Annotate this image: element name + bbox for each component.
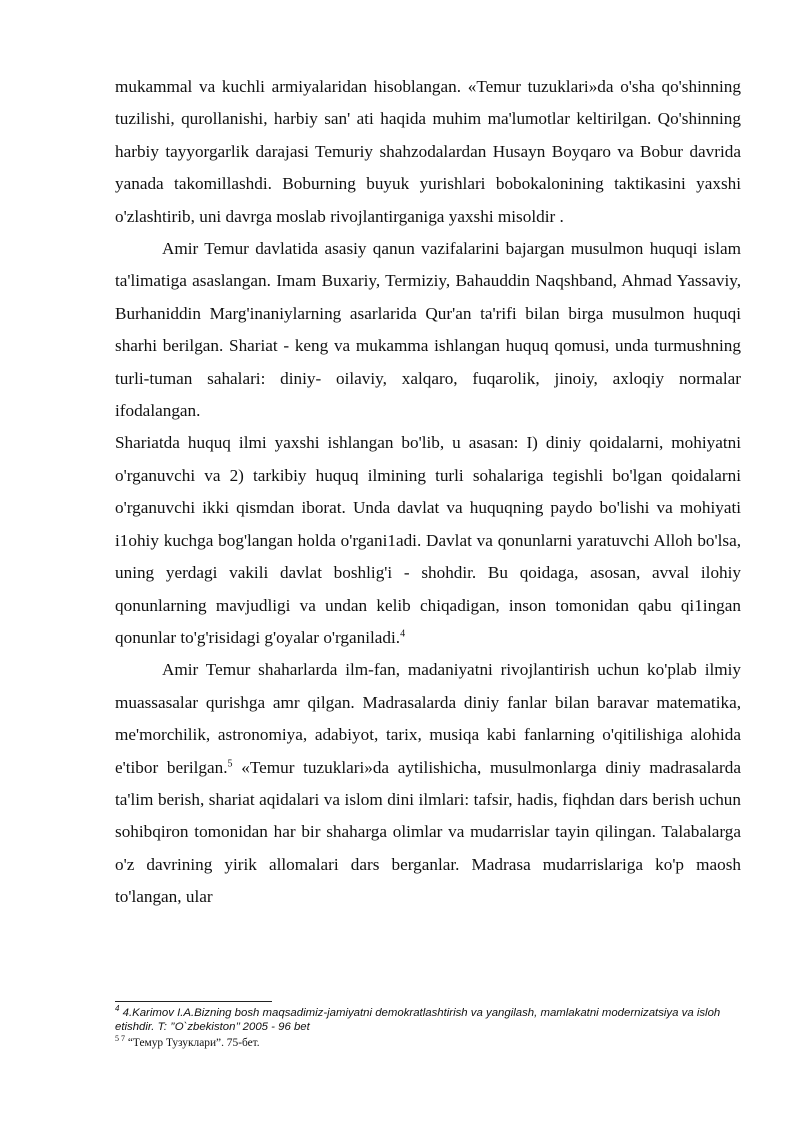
paragraph-2-continued [115, 427, 741, 654]
footnote-5-text: “Темур Тузуклари”. 75-бет. [127, 1037, 260, 1049]
paragraph-3-text: Amir Temur shaharlarda ilm-fan, madaniyatni rivojlantirish uchun ko'plab ilmiy muassasalar qurishga amr qilgan. Madrasalarda diniy fanlar bilan baravar matematika, me'morchilik, astronomiya, adabiyot, tarix, musiqa kabi fanlarning o'qitilishiga alohida e'tibor berilgan. [115, 660, 741, 777]
footnote-ref-5[interactable]: 5 [227, 757, 233, 769]
paragraph-3-text-after: «Temur tuzuklari»da aytilishicha, musulmonlarga diniy madrasalarda ta'lim berish, shariat aqidalari va islom dini ilmlari: tafsir, hadis, fiqhdan dars berish uchun sohibqiron tomonidan har bir shaharga olimlar va mudarrislar tayin qilingan. Talabalarga o'z davrining yirik allomalari dars berganlar. Madrasa mudarrislariga ko'p maosh to'langan, ular [115, 757, 741, 907]
footnote-4-mark: 4 [115, 1004, 120, 1014]
body-text [115, 71, 741, 914]
footnote-4-text: 4.Karimov I.A.Bizning bosh maqsadimiz-jamiyatni demokratlashtirish va yangilash, mamlakatni modernizatsiya va isloh etishdir. T: ’’O`zbekiston’’ 2005 - 96 bet [115, 1007, 721, 1033]
footnote-5 [115, 1036, 745, 1050]
footnote-5-mark: 5 7 [115, 1034, 125, 1044]
footnote-ref-4[interactable]: 4 [400, 628, 406, 640]
paragraph-2b-text: Shariatda huquq ilmi yaxshi ishlangan bo'lib, u asasan: I) diniy qoidalarni, mohiyatni o'rganuvchi va 2) tarkibiy huquq ilmining turli sohalariga tegishli bo'lgan qoidalarni o'rganuvchi ikki qismdan iborat. Unda davlat va huquqning paydo bo'lishi va mohiyati i1ohiy kuchga bog'langan holda o'rgani1adi. Davlat va qonunlarni yaratuvchi Alloh bo'lsa, uning yerdagi vakili davlat boshlig'i - shohdir. Bu qoidaga, asosan, avval ilohiy qonunlarning mavjudligi va undan kelib chiqadigan, inson tomonidan qabu qi1ingan qonunlar to'g'risidagi g'oyalar o'rganiladi. [115, 433, 741, 647]
paragraph-2-text: Amir Temur davlatida asasiy qanun vazifalarini bajargan musulmon huquqi islam ta'limatiga asaslangan. Imam Buxariy, Termiziy, Bahauddin Naqshband, Ahmad Yassaviy, Burhaniddin Marg'inaniylarning asarlarida Qur'an ta'rifi bilan birga musulmon huquqi sharhi berilgan. Shariat - keng va mukamma ishlangan huquq qomusi, unda turmushning turli-tuman sahalari: diniy- oilaviy, xalqaro, fuqarolik, jinoiy, axloqiy normalar ifodalangan. [115, 239, 741, 421]
paragraph-1 [115, 71, 741, 233]
footnotes [115, 1006, 745, 1050]
paragraph-3 [115, 654, 741, 913]
footnote-separator [115, 1001, 272, 1002]
paragraph-2 [115, 233, 741, 427]
footnote-4 [115, 1006, 745, 1034]
paragraph-1-text: mukammal va kuchli armiyalaridan hisoblangan. «Temur tuzuklari»da o'sha qo'shinning tuzilishi, qurollanishi, harbiy san' ati haqida muhim ma'lumotlar keltirilgan. Qo'shinning harbiy tayyorgarlik darajasi Temuriy shahzodalardan Husayn Boyqaro va Bobur davrida yanada takomillashdi. Boburning buyuk yurishlari bobokalonining taktikasini yaxshi o'zlashtirib, uni davrga moslab rivojlantirganiga yaxshi misoldir . [115, 77, 741, 226]
